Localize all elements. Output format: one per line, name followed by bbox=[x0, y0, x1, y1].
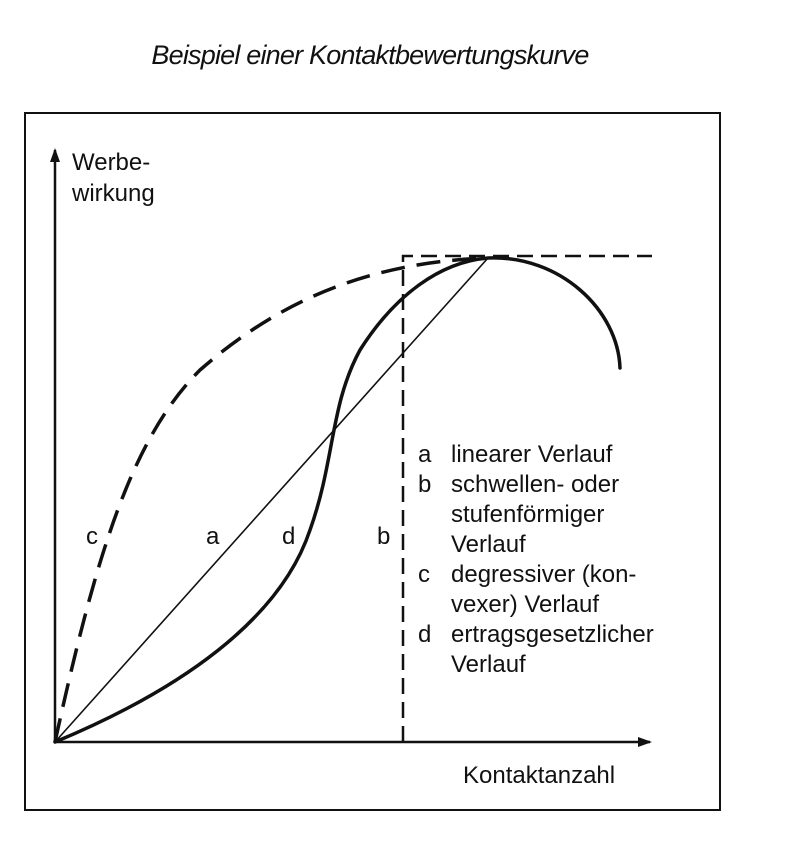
legend-key: d bbox=[418, 621, 432, 648]
legend-item-d bbox=[418, 620, 721, 680]
legend-key: a bbox=[418, 441, 432, 468]
x-axis-label: Kontaktanzahl bbox=[463, 762, 616, 789]
legend-item-b bbox=[418, 470, 721, 560]
curve-label-b: b bbox=[377, 523, 391, 550]
legend-item-c bbox=[418, 560, 721, 620]
legend-item-a bbox=[418, 440, 721, 470]
curve-label-c: c bbox=[86, 523, 98, 550]
legend-text: degressiver (kon- vexer) Verlauf bbox=[451, 561, 637, 618]
legend-key: b bbox=[418, 471, 432, 498]
curve-label-d: d bbox=[282, 523, 296, 550]
diagram-title: Beispiel einer Kontaktbewertungskurve bbox=[151, 40, 589, 70]
legend-key: c bbox=[418, 561, 430, 588]
curve-label-a: a bbox=[206, 523, 220, 550]
y-axis-label-line1: Werbe- bbox=[72, 149, 151, 176]
legend bbox=[418, 440, 721, 680]
legend-text: schwellen- oder stufenförmiger Verlauf bbox=[451, 471, 620, 558]
legend-text: ertragsgesetzlicher Verlauf bbox=[451, 621, 654, 678]
legend-text: linearer Verlauf bbox=[451, 441, 613, 468]
y-axis-label-line2: wirkung bbox=[72, 180, 155, 207]
